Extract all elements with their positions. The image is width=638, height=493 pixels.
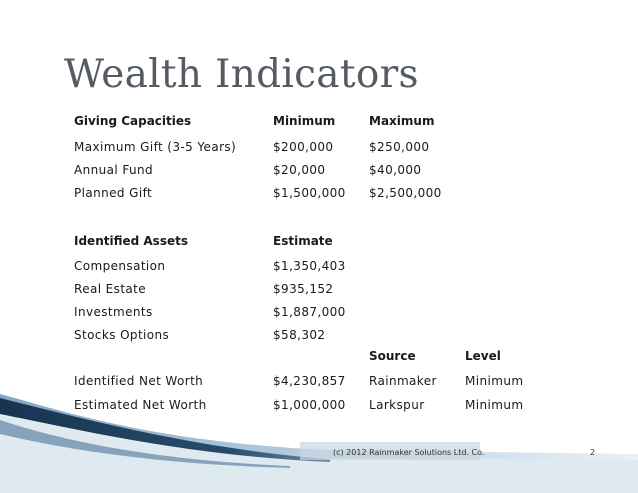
decorative-wave-graphic: [0, 380, 638, 493]
networth-row-level: Minimum: [465, 374, 524, 388]
networth-header-source: Source: [369, 349, 416, 363]
giving-row-label: Annual Fund: [74, 163, 154, 177]
asset-row-estimate: $935,152: [273, 282, 334, 296]
asset-row-label: Real Estate: [74, 282, 147, 296]
giving-header-minimum: Minimum: [273, 114, 336, 128]
page-number: 2: [590, 448, 596, 457]
networth-row-level: Minimum: [465, 398, 524, 412]
networth-row-source: Larkspur: [369, 398, 425, 412]
giving-row-label: Maximum Gift (3-5 Years): [74, 140, 237, 154]
networth-row-label: Estimated Net Worth: [74, 398, 207, 412]
asset-row-estimate: $1,887,000: [273, 305, 346, 319]
asset-row-estimate: $1,350,403: [273, 259, 346, 273]
giving-row-label: Planned Gift: [74, 186, 153, 200]
giving-header-maximum: Maximum: [369, 114, 435, 128]
asset-row-label: Stocks Options: [74, 328, 170, 342]
networth-row-source: Rainmaker: [369, 374, 437, 388]
asset-row-estimate: $58,302: [273, 328, 326, 342]
giving-row-maximum: $2,500,000: [369, 186, 442, 200]
networth-row-value: $4,230,857: [273, 374, 346, 388]
networth-row-value: $1,000,000: [273, 398, 346, 412]
asset-row-label: Compensation: [74, 259, 166, 273]
networth-row-label: Identified Net Worth: [74, 374, 204, 388]
giving-row-minimum: $1,500,000: [273, 186, 346, 200]
giving-row-minimum: $20,000: [273, 163, 326, 177]
giving-row-minimum: $200,000: [273, 140, 334, 154]
networth-header-level: Level: [465, 349, 501, 363]
giving-header-label: Giving Capacities: [74, 114, 192, 128]
assets-header-label: Identified Assets: [74, 234, 188, 248]
asset-row-label: Investments: [74, 305, 153, 319]
footer-copyright: (c) 2012 Rainmaker Solutions Ltd. Co.: [333, 448, 485, 457]
assets-header-estimate: Estimate: [273, 234, 333, 248]
slide-title: Wealth Indicators: [64, 52, 419, 97]
giving-row-maximum: $40,000: [369, 163, 422, 177]
giving-row-maximum: $250,000: [369, 140, 430, 154]
